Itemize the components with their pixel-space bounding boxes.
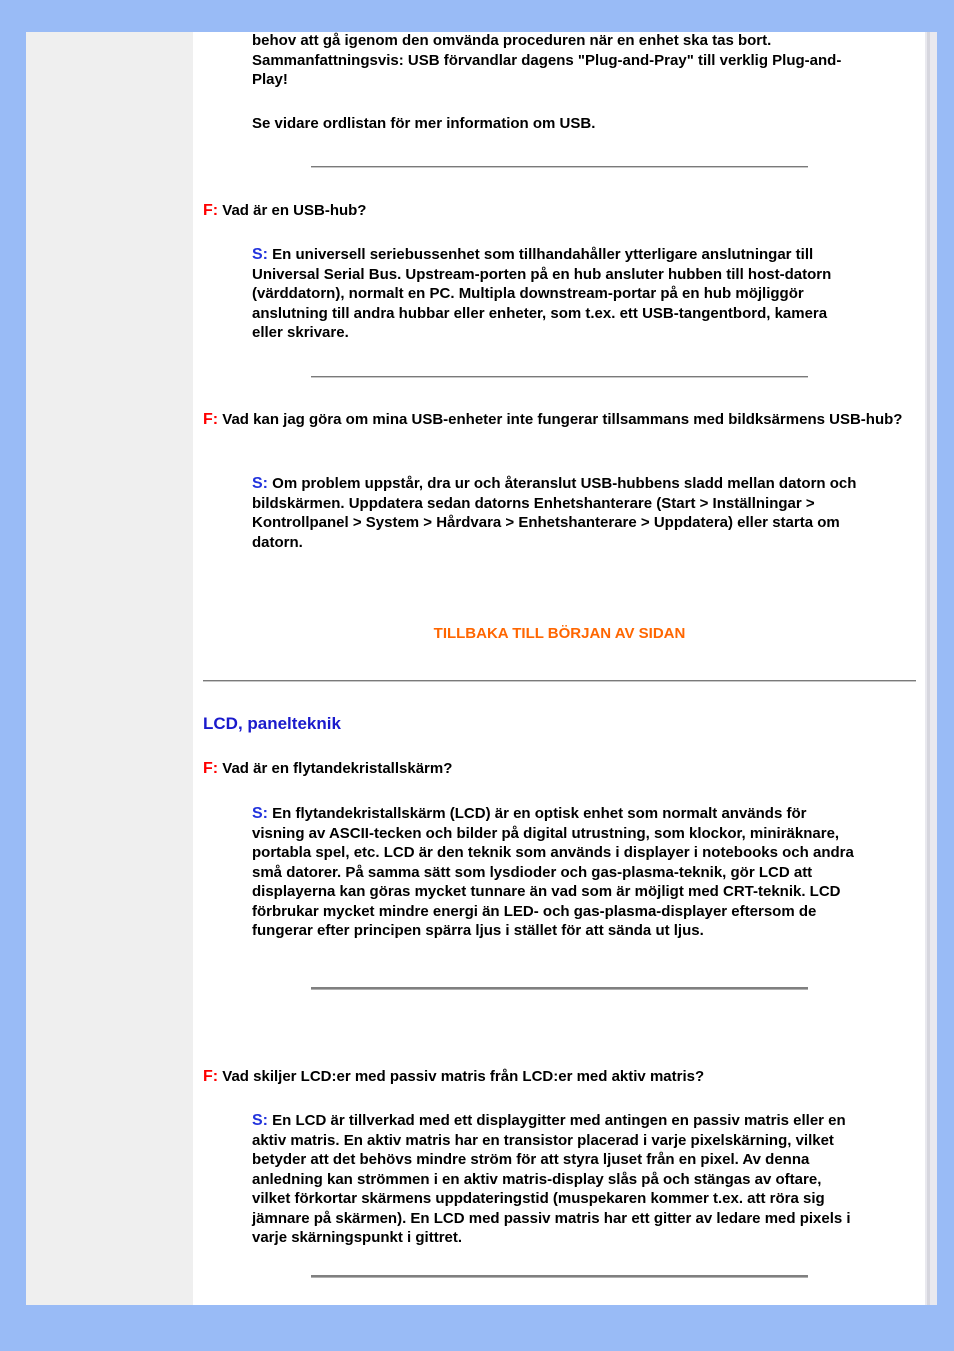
faq-answer (252, 474, 862, 552)
answer-prefix: S: (252, 805, 268, 822)
answer-prefix: S: (252, 246, 268, 263)
intro-line-1: behov att gå igenom den omvända proceduren när en enhet ska tas bort. (252, 32, 772, 49)
divider (311, 987, 808, 990)
faq-answer (252, 804, 862, 941)
answer-text: En LCD är tillverkad med ett displaygitter med antingen en passiv matris eller en aktiv matris. En aktiv matris har en transistor placerad i varje pixelskärning, vilket betyder att det behövs mindre ström för att styra ljuset från en pixel. Av denna anledning kan strömmen i en aktiv matris-display slås på och stängas av oftare, vilket förkortar skärmens uppdateringstid (muspekaren kommer t.ex. att röra sig jämnare på skärmen). En LCD med passiv matris har ett gitter av ledare med pixels i varje skärningspunkt i gittret. (252, 1112, 851, 1246)
question-text: Vad kan jag göra om mina USB-enheter inte fungerar tillsammans med bildksärmens USB-hub? (222, 411, 903, 428)
faq-question (203, 201, 918, 221)
intro-paragraph (252, 31, 862, 90)
faq-answer (252, 1111, 862, 1248)
answer-prefix: S: (252, 475, 268, 492)
question-prefix: F: (203, 760, 219, 777)
question-prefix: F: (203, 411, 219, 428)
divider (311, 166, 808, 168)
section-title: LCD, panelteknik (203, 714, 341, 733)
faq-question (203, 1067, 918, 1087)
question-prefix: F: (203, 202, 219, 219)
question-text: Vad är en flytandekristallskärm? (222, 760, 453, 777)
faq-question (203, 410, 918, 430)
question-text: Vad är en USB-hub? (222, 202, 367, 219)
question-prefix: F: (203, 1068, 219, 1085)
faq-answer (252, 245, 862, 343)
see-also-text: Se vidare ordlistan för mer information om USB. (252, 115, 596, 132)
answer-text: Om problem uppstår, dra ur och återanslut USB-hubbens sladd mellan datorn och bildskärmen. Uppdatera sedan datorns Enhetshanterare (Start > Inställningar > Kontrollpanel > System > Hårdvara > Enhetshanterare > Uppdatera) eller starta om datorn. (252, 475, 857, 551)
answer-prefix: S: (252, 1112, 268, 1129)
faq-question (203, 759, 918, 779)
question-text: Vad skiljer LCD:er med passiv matris från LCD:er med aktiv matris? (222, 1068, 705, 1085)
answer-text: En universell seriebussenhet som tillhandahåller ytterligare anslutningar till Universal Serial Bus. Upstream-porten på en hub ansluter hubben till host-datorn (värddatorn), normalt en PC. Multipla downstream-portar på en hub möjliggör anslutning till andra hubbar eller enheter, som t.ex. ett USB-tangentbord, kamera eller skrivare. (252, 246, 832, 341)
intro-line-2: Sammanfattningsvis: USB förvandlar dagens "Plug-and-Pray" till verklig Plug-and-Play! (252, 51, 842, 88)
divider (311, 376, 808, 378)
answer-text: En flytandekristallskärm (LCD) är en optisk enhet som normalt används för visning av ASCII-tecken och bilder på digital utrustning, som klockor, miniräknare, portabla spel, etc. LCD är den teknik som används i displayer i notebooks och andra små datorer. På samma sätt som lysdioder och gas-plasma-teknik, gör LCD att displayerna kan göras mycket tunnare än vad som är möjligt med CRT-teknik. LCD förbrukar mycket mindre energi än LED- och gas-plasma-displayer eftersom de fungerar efter principen spärra ljus i stället för att sända ut ljus. (252, 805, 854, 939)
divider (311, 1275, 808, 1278)
back-to-top-link[interactable]: TILLBAKA TILL BÖRJAN AV SIDAN (433, 625, 686, 642)
section-divider (203, 680, 916, 682)
